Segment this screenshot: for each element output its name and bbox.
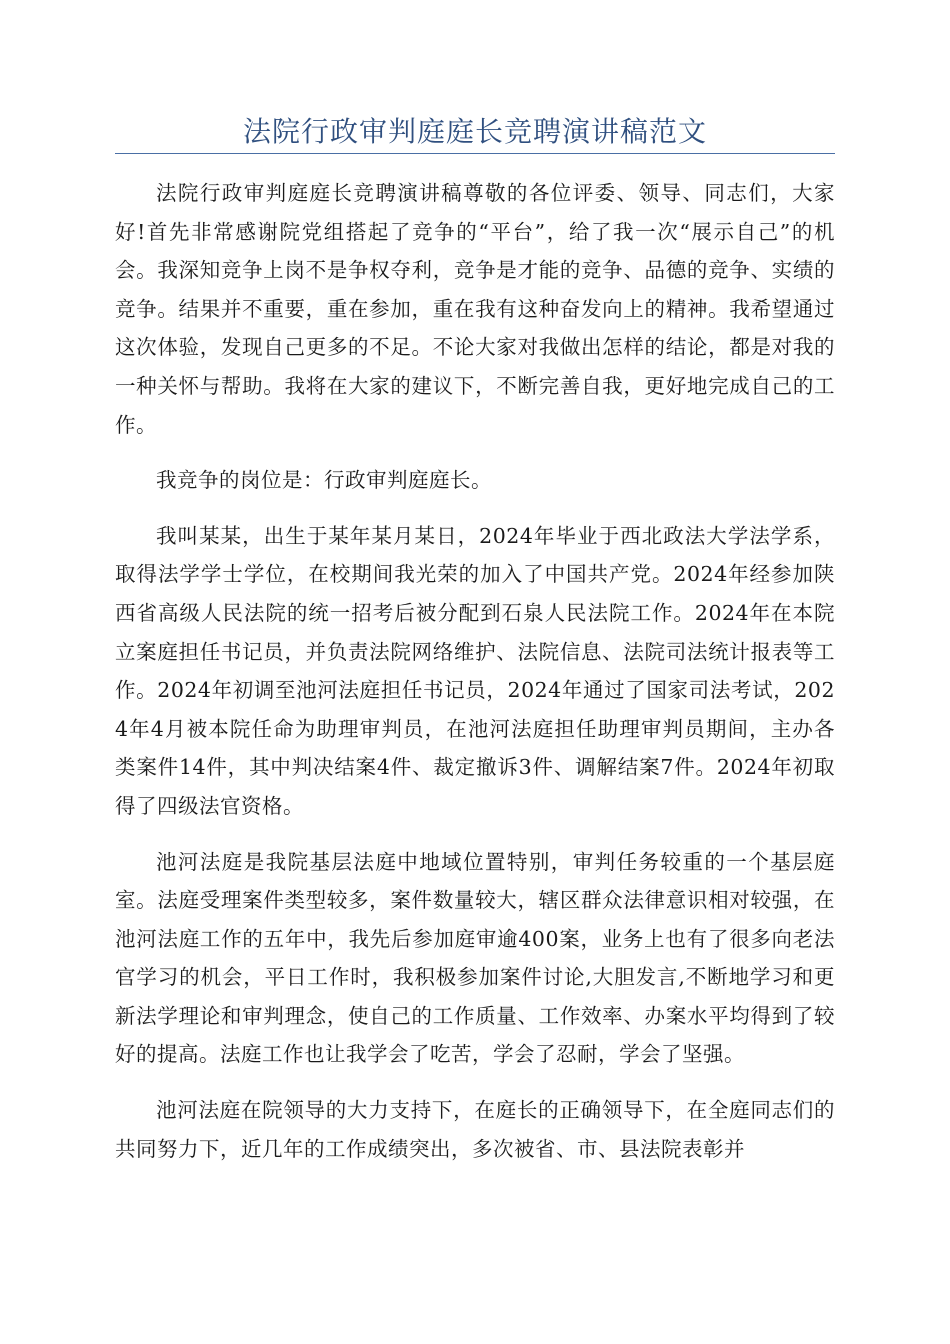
document-body <box>115 174 835 1185</box>
paragraph-achievements: 池河法庭在院领导的大力支持下，在庭长的正确领导下，在全庭同志们的共同努力下，近几年的工作成绩突出，多次被省、市、县法院表彰并 <box>115 1098 835 1161</box>
document-title: 法院行政审判庭庭长竞聘演讲稿范文 <box>242 115 707 148</box>
title-underline <box>115 153 835 154</box>
paragraph-position: 我竞争的岗位是：行政审判庭庭长。 <box>156 468 492 493</box>
paragraph-background: 我叫某某，出生于某年某月某日，2024年毕业于西北政法大学法学系，取得法学学士学位，在校期间我光荣的加入了中国共产党。2024年经参加陕西省高级人民法院的统一招考后被分配到石泉人民法院工作。2024年在本院立案庭担任书记员，并负责法院网络维护、法院信息、法院司法统计报表等工作。2024年初调至池河法庭担任书记员，2024年通过了国家司法考试，2024年4月被本院任命为助理审判员，在池河法庭担任助理审判员期间，主办各类案件14件，其中判决结案4件、裁定撤诉3件、调解结案7件。2024年初取得了四级法官资格。 <box>115 523 835 818</box>
paragraph-court-work: 池河法庭是我院基层法庭中地域位置特别，审判任务较重的一个基层庭室。法庭受理案件类型较多，案件数量较大，辖区群众法律意识相对较强，在池河法庭工作的五年中，我先后参加庭审逾400案，业务上也有了很多向老法官学习的机会，平日工作时，我积极参加案件讨论,大胆发言,不断地学习和更新法学理论和审判理念，使自己的工作质量、工作效率、办案水平均得到了较好的提高。法庭工作也让我学会了吃苦，学会了忍耐，学会了坚强。 <box>115 849 835 1067</box>
paragraph-intro: 法院行政审判庭庭长竞聘演讲稿尊敬的各位评委、领导、同志们，大家好!首先非常感谢院党组搭起了竞争的“平台”，给了我一次“展示自己”的机会。我深知竞争上岗不是争权夺利，竞争是才能的竞争、品德的竞争、实绩的竞争。结果并不重要，重在参加，重在我有这种奋发向上的精神。我希望通过这次体验，发现自己更多的不足。不论大家对我做出怎样的结论，都是对我的一种关怀与帮助。我将在大家的建议下，不断完善自我，更好地完成自己的工作。 <box>115 181 835 437</box>
